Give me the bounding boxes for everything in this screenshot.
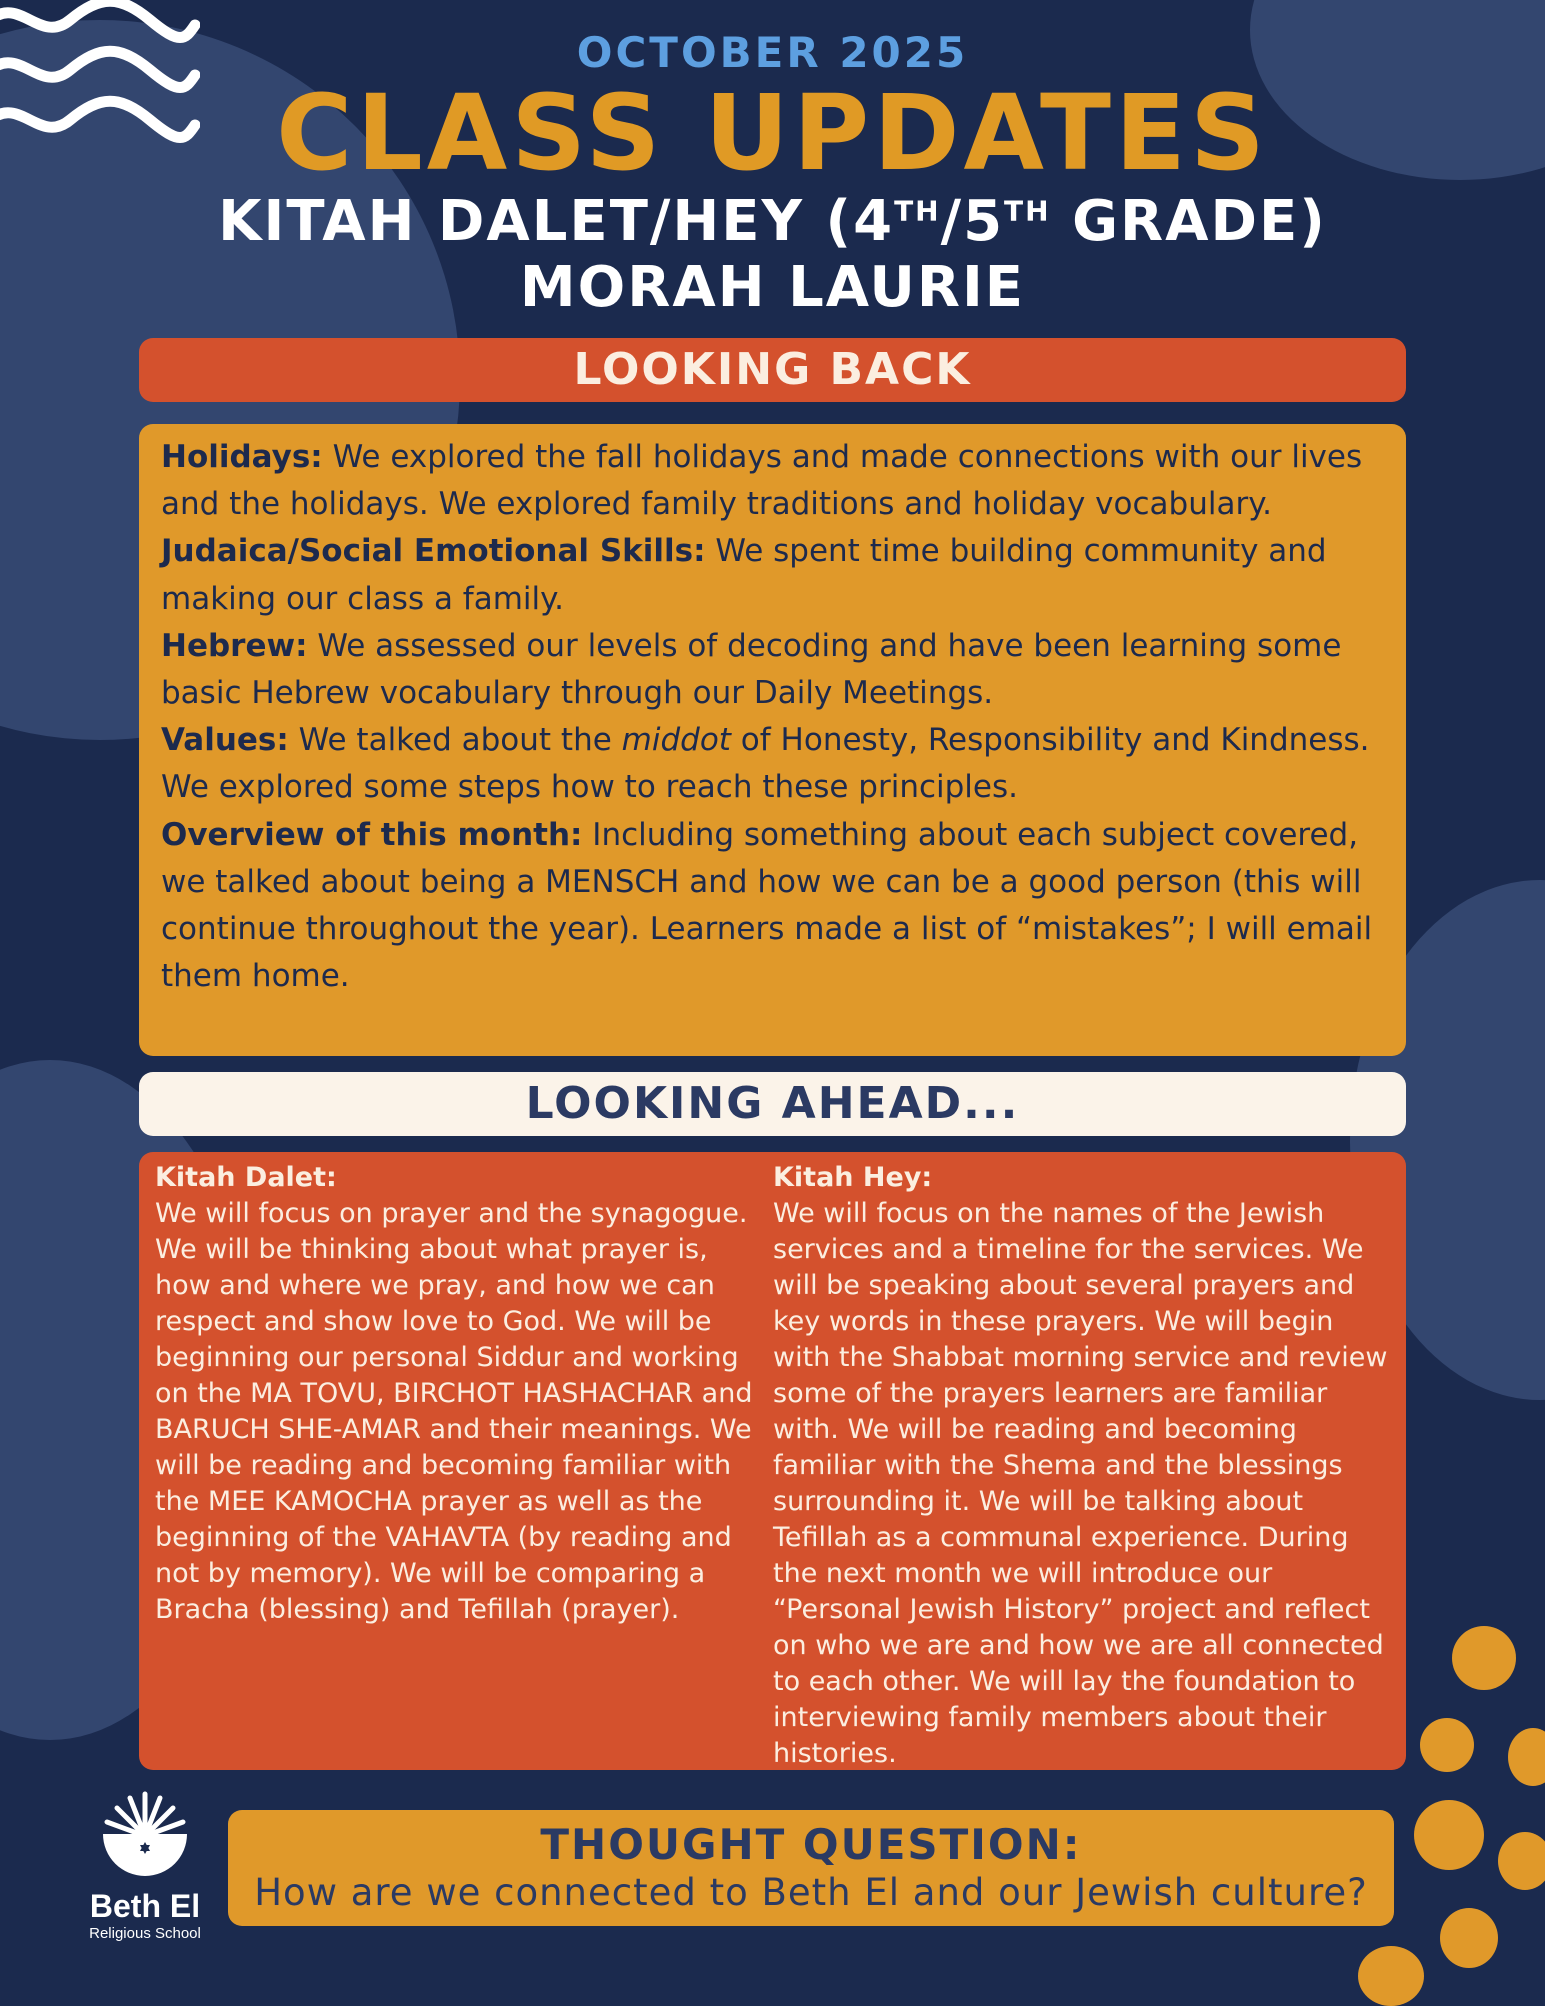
logo-name: Beth El	[89, 1888, 201, 1924]
looking-back-heading: LOOKING BACK	[139, 338, 1406, 402]
class-sup-1: TH	[894, 194, 941, 228]
class-line	[0, 189, 1545, 255]
kitah-dalet-text: We will focus on prayer and the synagogue. We will be thinking about what prayer is, how and where we pray, and how we can respect and show love to God. We will be beginning our personal Siddur and working on the MA TOVU, BIRCHOT HASHACHAR and BARUCH SHE-AMAR and their meanings. We will be reading and becoming familiar with the MEE KAMOCHA prayer as well as the beginning of the VAHAVTA (by reading and not by memory). We will be comparing a Bracha (blessing) and Tefillah (prayer).	[155, 1198, 753, 1625]
sunburst-logo-icon	[97, 1788, 193, 1880]
class-line-prefix: KITAH DALET/HEY (4	[218, 189, 895, 254]
kitah-hey-heading: Kitah Hey:	[773, 1162, 933, 1193]
class-sup-2: TH	[1004, 194, 1051, 228]
kitah-hey-column	[773, 1160, 1393, 1772]
kitah-hey-text: We will focus on the names of the Jewish services and a timeline for the services. We will be speaking about several prayers and key words in these prayers. We will begin with the Shabbat morning service and review some of the prayers learners are familiar with. We will be reading and becoming familiar with the Shema and the blessings surrounding it. We will be talking about Tefillah as a communal experience. During the next month we will introduce our “Personal Jewish History” project and reflect on who we are and how we are all connected to each other. We will lay the foundation to interviewing family members about their histories.	[773, 1198, 1388, 1769]
looking-ahead-heading: LOOKING AHEAD...	[139, 1072, 1406, 1136]
decorative-dot	[1440, 1908, 1498, 1968]
thought-question-title: THOUGHT QUESTION:	[540, 1820, 1082, 1869]
item-label: Holidays:	[161, 439, 323, 475]
looking-back-box	[139, 424, 1406, 1056]
kitah-dalet-heading: Kitah Dalet:	[155, 1162, 337, 1193]
item-values	[161, 717, 1384, 811]
class-line-mid: /5	[940, 189, 1005, 254]
thought-question-text: How are we connected to Beth El and our Jewish culture?	[254, 1871, 1368, 1914]
item-text: Including something about each subject covered, we talked about being a MENSCH and how we can be a good person (this will continue throughout the year). Learners made a list of “mistakes”; I will email them home.	[161, 816, 1373, 995]
item-label: Hebrew:	[161, 627, 308, 664]
item-hebrew	[161, 623, 1384, 717]
item-text: We talked about the	[288, 722, 622, 759]
item-text: We spent time building community and making our class a family.	[161, 533, 1327, 617]
decorative-dot	[1414, 1800, 1484, 1870]
kitah-dalet-column	[155, 1160, 755, 1628]
item-text: We assessed our levels of decoding and have been learning some basic Hebrew vocabulary through our Daily Meetings.	[161, 627, 1342, 712]
item-text: of Honesty, Responsibility and Kindness. We explored some steps how to reach these principles.	[161, 722, 1370, 806]
class-line-suffix: GRADE)	[1050, 189, 1327, 254]
item-label: Values:	[161, 722, 289, 759]
logo-subtitle: Religious School	[89, 1925, 201, 1942]
decorative-dot	[1508, 1728, 1545, 1786]
item-judaica	[161, 528, 1384, 622]
thought-question-box	[228, 1810, 1394, 1926]
item-holidays	[161, 434, 1384, 528]
header	[0, 28, 1545, 321]
teacher-name: MORAH LAURIE	[519, 255, 1026, 320]
page-title: CLASS UPDATES	[276, 72, 1269, 194]
decorative-dot	[1420, 1718, 1474, 1772]
looking-ahead-box	[139, 1152, 1406, 1770]
item-italic-text: middot	[621, 722, 731, 759]
item-label: Judaica/Social Emotional Skills:	[161, 533, 706, 570]
decorative-dot	[1452, 1626, 1516, 1690]
beth-el-logo	[72, 1788, 218, 1944]
item-overview	[161, 812, 1384, 1001]
item-label: Overview of this month:	[161, 816, 583, 853]
decorative-dot	[1498, 1832, 1545, 1890]
decorative-dot	[1358, 1946, 1424, 2006]
month-label: OCTOBER 2025	[576, 28, 969, 77]
item-text: We explored the fall holidays and made connections with our lives and the holidays. We explored family traditions and holiday vocabulary.	[161, 439, 1363, 523]
